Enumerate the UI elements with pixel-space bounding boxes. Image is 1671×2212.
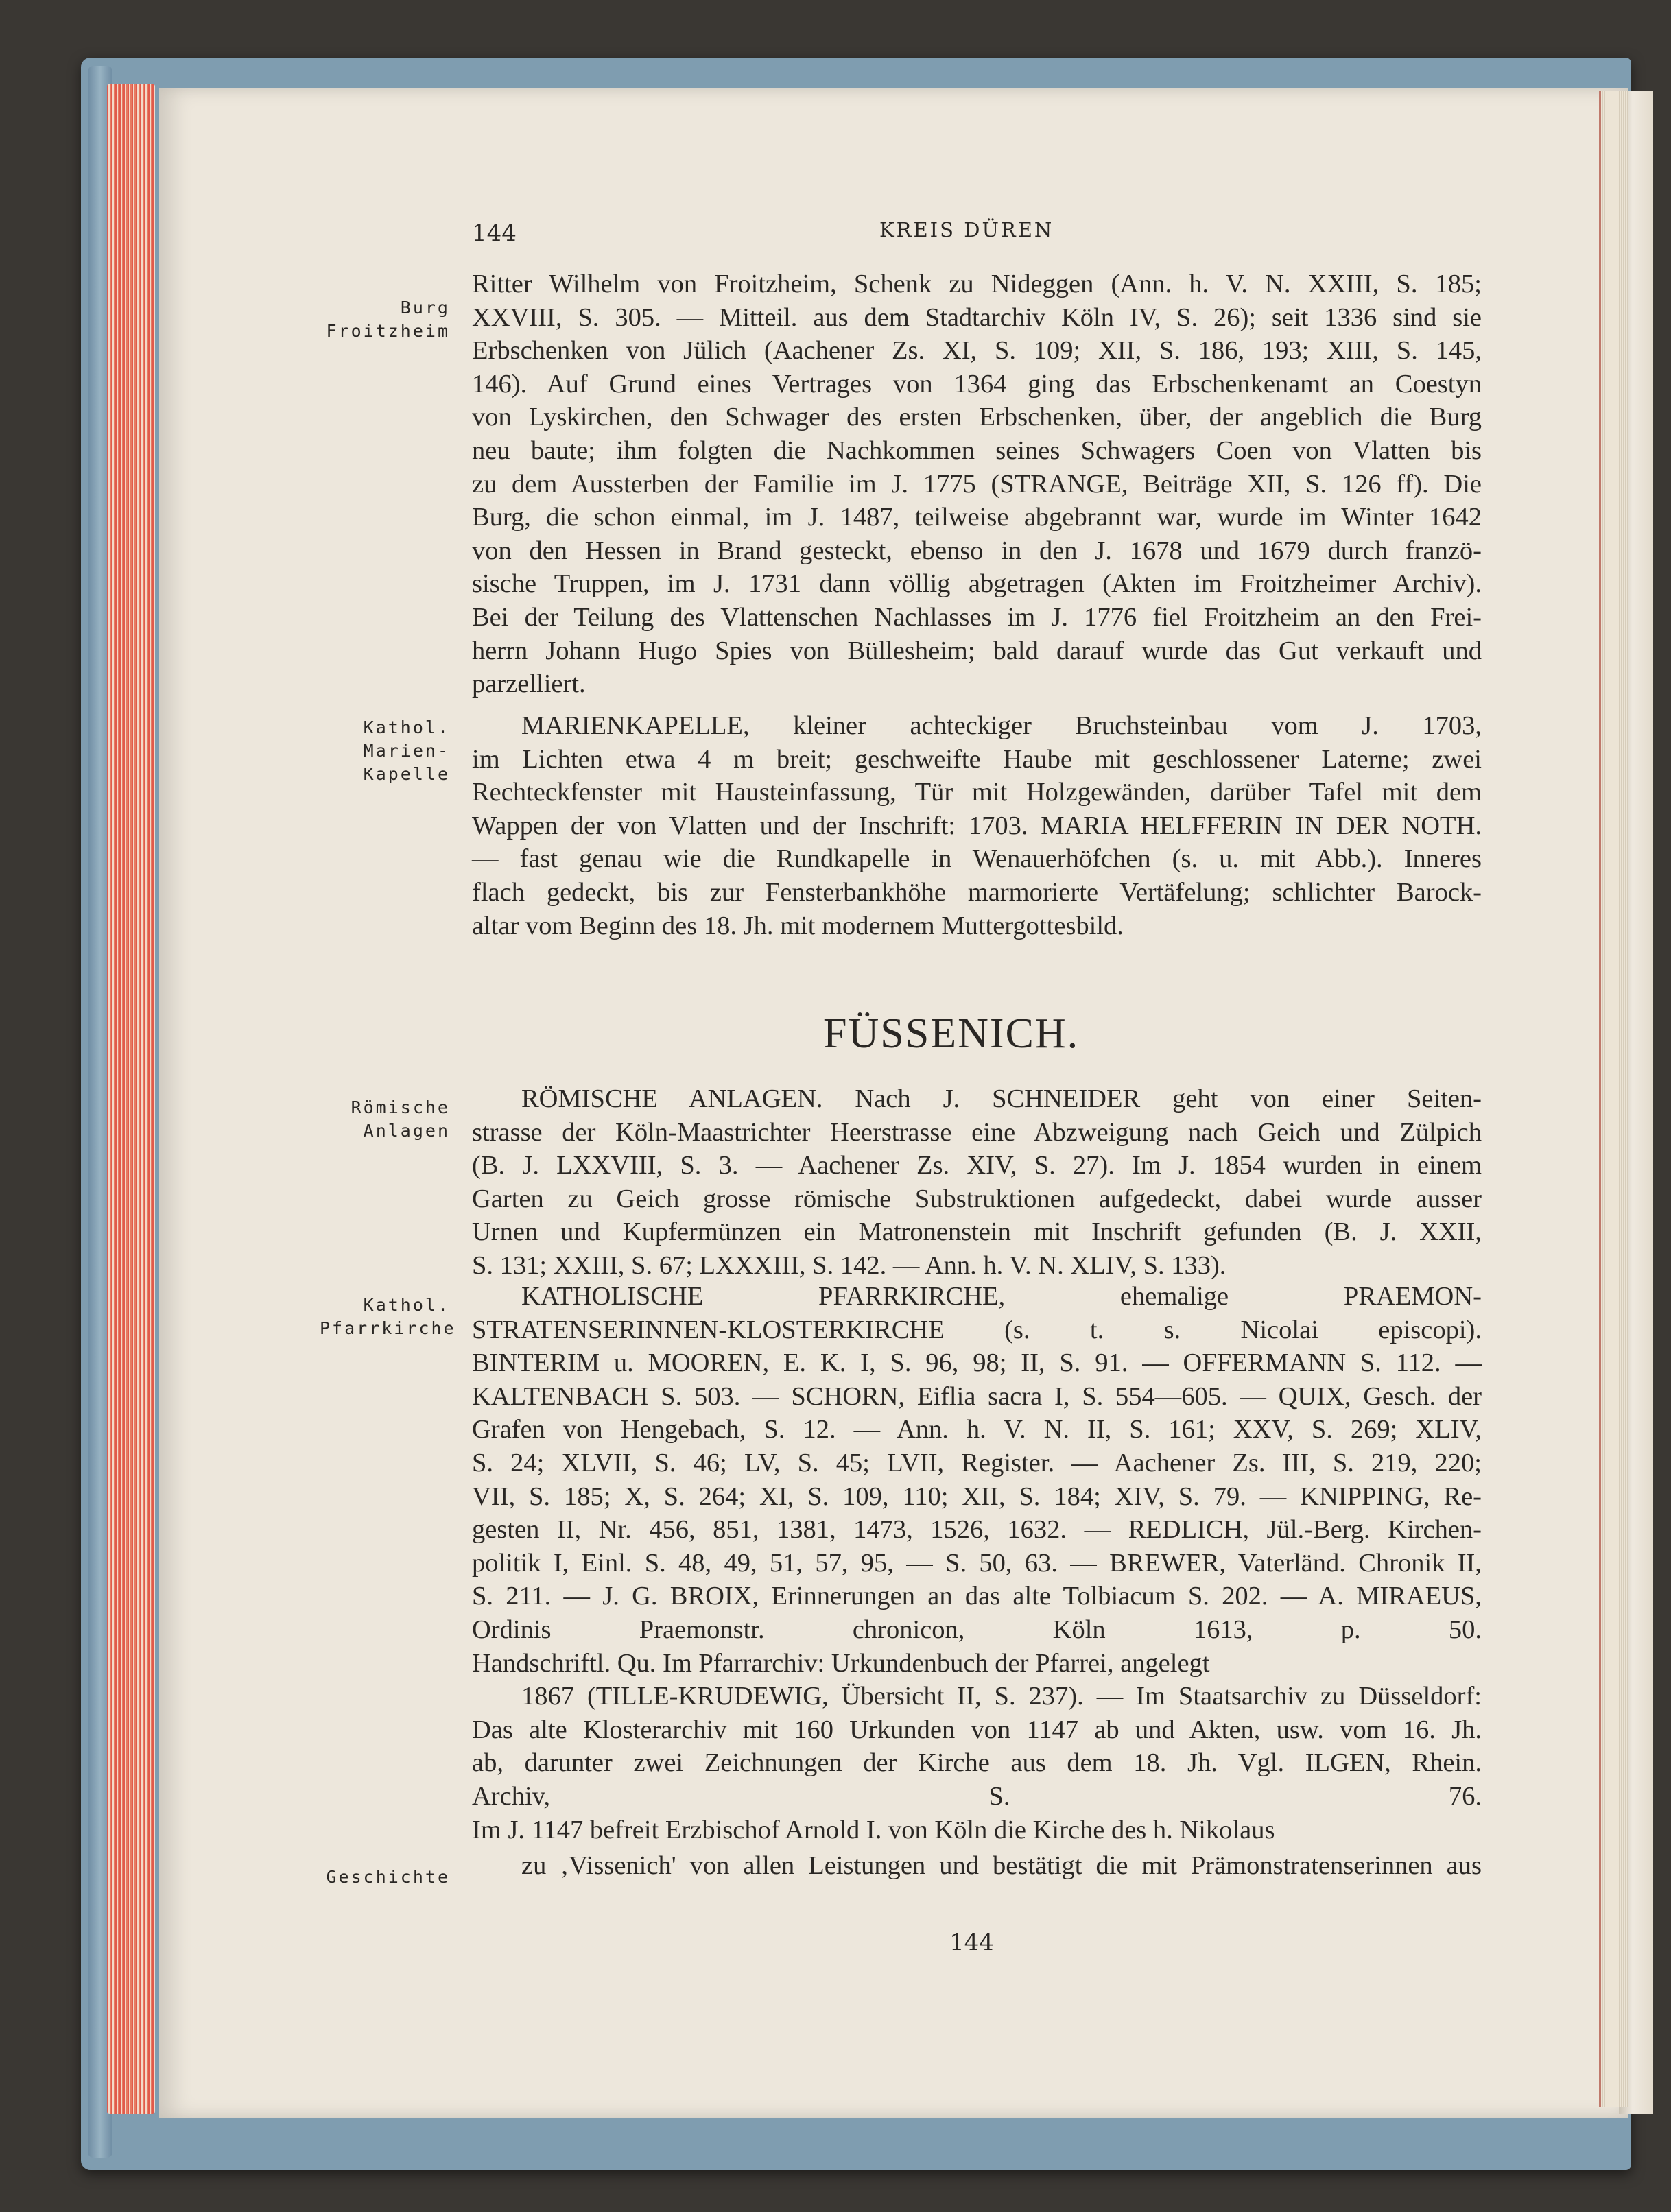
body-line: RÖMISCHE ANLAGEN. Nach J. SCHNEIDER geht von einer Seiten- — [521, 1084, 1482, 1113]
body-line: von den Hessen in Brand gesteckt, ebenso in den J. 1678 und 1679 durch franzö- — [472, 536, 1482, 565]
page-edges-right — [1599, 91, 1628, 2107]
body-line: Burg, die schon einmal, im J. 1487, teilweise abgebrannt war, wurde im Winter 1642 — [472, 503, 1482, 532]
running-title: KREIS DÜREN — [879, 218, 1054, 241]
body-line: VII, S. 185; X, S. 264; XI, S. 109, 110; XII, S. 184; XIV, S. 79. — KNIPPING, Re- — [472, 1482, 1482, 1511]
body-line: Archiv, S. 76. — [472, 1782, 1482, 1811]
body-line: parzelliert. — [472, 669, 586, 699]
body-line: STRATENSERINNEN-KLOSTERKIRCHE (s. t. s. Nicolai episcopi). — [472, 1315, 1482, 1344]
body-line: ab, darunter zwei Zeichnungen der Kirche aus dem 18. Jh. Vgl. ILGEN, Rhein. — [472, 1748, 1482, 1778]
body-line: BINTERIM u. MOOREN, E. K. I, S. 96, 98; II, S. 91. — OFFERMANN S. 112. — — [472, 1348, 1482, 1378]
body-line: Im J. 1147 befreit Erzbischof Arnold I. von Köln die Kirche des h. Nikolaus — [472, 1815, 1275, 1844]
margin-note-line: Pfarrkirche — [320, 1318, 456, 1338]
section-heading: FÜSSENICH. — [823, 1010, 1080, 1057]
margin-note-line: Burg — [400, 298, 450, 318]
body-line: von Lyskirchen, den Schwager des ersten Erbschenken, über, der angeblich die Burg — [472, 403, 1482, 432]
body-line: Handschriftl. Qu. Im Pfarrarchiv: Urkundenbuch der Pfarrei, angelegt — [472, 1648, 1210, 1678]
body-line: Erbschenken von Jülich (Aachener Zs. XI, S. 109; XII, S. 186, 193; XIII, S. 145, — [472, 336, 1482, 366]
footer-page-number: 144 — [949, 1929, 994, 1956]
body-line: 1867 (TILLE-KRUDEWIG, Übersicht II, S. 237). — Im Staatsarchiv zu Düsseldorf: — [521, 1682, 1482, 1711]
margin-note-line: Römische — [351, 1097, 450, 1117]
body-line: S. 211. — J. G. BROIX, Erinnerungen an das alte Tolbiacum S. 202. — A. MIRAEUS, — [472, 1582, 1482, 1611]
margin-note-line: Kathol. — [363, 717, 450, 737]
margin-note-pfarrkirche — [320, 1294, 456, 1340]
margin-note-line: Anlagen — [363, 1121, 450, 1141]
body-line: Grafen von Hengebach, S. 12. — Ann. h. V. N. II, S. 161; XXV, S. 269; XLIV, — [472, 1415, 1482, 1444]
body-line: Wappen der von Vlatten und der Inschrift: 1703. MARIA HELFFERIN IN DER NOTH. — [472, 811, 1482, 840]
margin-note-burg — [320, 296, 450, 343]
body-line: (B. J. LXXVIII, S. 3. — Aachener Zs. XIV, S. 27). Im J. 1854 wurden in einem — [472, 1151, 1482, 1180]
body-line: Rechteckfenster mit Hausteinfassung, Tür mit Holzgewänden, darüber Tafel mit dem — [472, 778, 1482, 807]
margin-note-line: Froitzheim — [326, 321, 450, 341]
body-line: Das alte Klosterarchiv mit 160 Urkunden von 1147 ab und Akten, usw. vom 16. Jh. — [472, 1715, 1482, 1744]
body-line: flach gedeckt, bis zur Fensterbankhöhe marmorierte Vertäfelung; schlichter Barock- — [472, 878, 1482, 907]
margin-note-kapelle — [320, 716, 450, 786]
body-line: XXVIII, S. 305. — Mitteil. aus dem Stadtarchiv Köln IV, S. 26); seit 1336 sind sie — [472, 302, 1482, 332]
body-line: S. 24; XLVII, S. 46; LV, S. 45; LVII, Register. — Aachener Zs. III, S. 219, 220; — [472, 1449, 1482, 1477]
body-line: Ritter Wilhelm von Froitzheim, Schenk zu Nideggen (Ann. h. V. N. XXIII, S. 185; — [472, 270, 1482, 298]
body-line: Bei der Teilung des Vlattenschen Nachlasses im J. 1776 fiel Froitzheim an den Frei- — [472, 603, 1482, 632]
body-line: — fast genau wie die Rundkapelle in Wenauerhöfchen (s. u. mit Abb.). Inneres — [472, 844, 1482, 874]
body-line: Ordinis Praemonstr. chronicon, Köln 1613, p. 50. — [472, 1615, 1482, 1644]
body-line: Urnen und Kupfermünzen ein Matronenstein mit Inschrift gefunden (B. J. XXII, — [472, 1217, 1482, 1247]
body-line: 146). Auf Grund eines Vertrages von 1364 ging das Erbschenkenamt an Coestyn — [472, 369, 1482, 399]
page-edges-red — [107, 84, 155, 2114]
body-line: im Lichten etwa 4 m breit; geschweifte Haube mit geschlossener Laterne; zwei — [472, 744, 1482, 774]
margin-note-line: Kathol. — [363, 1295, 450, 1315]
body-line: S. 131; XXIII, S. 67; LXXXIII, S. 142. — Ann. h. V. N. XLIV, S. 133). — [472, 1251, 1226, 1280]
body-line: zu dem Aussterben der Familie im J. 1775 (STRANGE, Beiträge XII, S. 126 ff). Die — [472, 469, 1482, 499]
body-line: herrn Johann Hugo Spies von Büllesheim; bald darauf wurde das Gut verkauft und — [472, 636, 1482, 665]
margin-note-geschichte — [320, 1866, 450, 1889]
body-line: politik I, Einl. S. 48, 49, 51, 57, 95, — S. 50, 63. — BREWER, Vaterländ. Chronik II, — [472, 1548, 1482, 1578]
margin-note-line: Geschichte — [326, 1867, 450, 1887]
body-line: strasse der Köln-Maastrichter Heerstrasse eine Abzweigung nach Geich und Zülpich — [472, 1117, 1482, 1147]
body-line: Garten zu Geich grosse römische Substruktionen aufgedeckt, dabei wurde ausser — [472, 1184, 1482, 1213]
margin-note-line: Kapelle — [363, 764, 450, 784]
margin-note-line: Marien- — [363, 741, 450, 761]
body-line: altar vom Beginn des 18. Jh. mit modernem Muttergottesbild. — [472, 911, 1124, 940]
body-line: gesten II, Nr. 456, 851, 1381, 1473, 1526, 1632. — REDLICH, Jül.-Berg. Kirchen- — [472, 1515, 1482, 1545]
body-line: KALTENBACH S. 503. — SCHORN, Eiflia sacra I, S. 554—605. — QUIX, Gesch. der — [472, 1381, 1482, 1411]
body-line: KATHOLISCHE PFARRKIRCHE, ehemalige PRAEMON- — [521, 1282, 1482, 1311]
body-line: MARIENKAPELLE, kleiner achteckiger Bruchsteinbau vom J. 1703, — [521, 711, 1482, 740]
header-page-number: 144 — [472, 219, 517, 247]
body-line: zu ‚Vissenich' von allen Leistungen und bestätigt die mit Prämonstratenserinnen aus — [521, 1851, 1482, 1880]
body-line: sische Truppen, im J. 1731 dann völlig abgetragen (Akten im Froitzheimer Archiv). — [472, 569, 1482, 599]
margin-note-roemische — [320, 1096, 450, 1143]
body-line: neu baute; ihm folgten die Nachkommen seines Schwagers Coen von Vlatten bis — [472, 436, 1482, 465]
